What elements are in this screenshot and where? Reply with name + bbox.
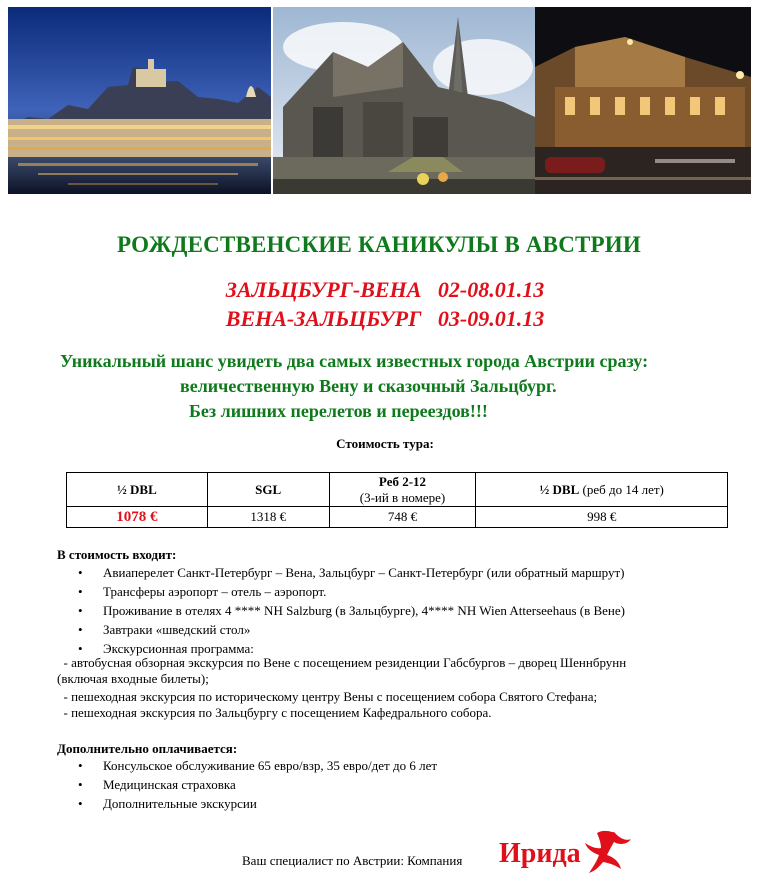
price-header-half-dbl: ½ DBL xyxy=(67,473,208,507)
excursion-line: - автобусная обзорная экскурсия по Вене с посещением резиденции Габсбургов – дворец Шеннбрунн xyxy=(57,655,627,670)
bullet-icon: • xyxy=(78,603,83,618)
dancer-logo-icon xyxy=(583,829,633,880)
included-list xyxy=(57,563,625,658)
footer-text: Ваш специалист по Австрии: Компания xyxy=(242,853,463,868)
price-table-header-row xyxy=(67,473,728,507)
bullet-icon: • xyxy=(78,641,83,656)
route-line-1: ЗАЛЬЦБУРГ-ВЕНА 02-08.01.13 xyxy=(225,277,545,302)
excursion-line: - пешеходная экскурсия по историческому центру Вены с посещением собора Святого Стефана; xyxy=(57,689,598,704)
st-stephens-cathedral-photo xyxy=(273,7,535,194)
price-table-value-row xyxy=(67,507,728,528)
price-header-half-dbl-child: ½ DBL (реб до 14 лет) xyxy=(476,473,728,507)
list-item: • Трансферы аэропорт – отель – аэропорт. xyxy=(78,584,327,599)
bullet-icon: • xyxy=(78,565,83,580)
extra-title: Дополнительно оплачивается: xyxy=(57,741,238,756)
route-line-2: ВЕНА-ЗАЛЬЦБУРГ 03-09.01.13 xyxy=(225,306,545,331)
list-item: • Авиаперелет Санкт-Петербург – Вена, Зальцбург – Санкт-Петербург (или обратный маршрут) xyxy=(78,565,625,580)
list-item: • Экскурсионная программа: xyxy=(78,641,254,656)
slogan-line-3: Без лишних перелетов и переездов!!! xyxy=(189,401,488,421)
slogan-line-2: величественную Вену и сказочный Зальцбург. xyxy=(180,376,557,396)
list-item: • Дополнительные экскурсии xyxy=(78,796,257,811)
salzburg-night-photo xyxy=(8,7,271,194)
brand-name: Ирида xyxy=(499,838,581,869)
list-item: • Консульское обслуживание 65 евро/взр, 35 евро/дет до 6 лет xyxy=(78,758,438,773)
list-item: • Проживание в отелях 4 **** NH Salzburg (в Зальцбурге), 4**** NH Wien Atterseehaus (в Вене) xyxy=(78,603,625,618)
bullet-icon: • xyxy=(78,584,83,599)
excursion-line: (включая входные билеты); xyxy=(57,671,209,686)
list-item: • Медицинская страховка xyxy=(78,777,236,792)
photo-strip xyxy=(8,7,751,194)
bullet-icon: • xyxy=(78,777,83,792)
price-value-half-dbl: 1078 € xyxy=(67,507,208,528)
price-header-child: Реб 2-12 (3-ий в номере) xyxy=(329,473,476,507)
price-value-sgl: 1318 € xyxy=(207,507,329,528)
price-value-child: 748 € xyxy=(329,507,476,528)
price-table xyxy=(66,472,728,528)
excursion-line: - пешеходная экскурсия по Зальцбургу с посещением Кафедрального собора. xyxy=(57,705,492,720)
slogan-line-1: Уникальный шанс увидеть два самых известных города Австрии сразу: xyxy=(60,351,649,371)
extra-list xyxy=(57,756,437,813)
page-title: РОЖДЕСТВЕНСКИЕ КАНИКУЛЫ В АВСТРИИ xyxy=(117,232,641,257)
price-header-sgl: SGL xyxy=(207,473,329,507)
bullet-icon: • xyxy=(78,796,83,811)
included-title: В стоимость входит: xyxy=(57,547,177,562)
price-caption: Стоимость тура: xyxy=(336,436,434,451)
list-item: • Завтраки «шведский стол» xyxy=(78,622,251,637)
bullet-icon: • xyxy=(78,622,83,637)
bullet-icon: • xyxy=(78,758,83,773)
vienna-opera-night-photo xyxy=(535,7,751,194)
price-value-half-dbl-child: 998 € xyxy=(476,507,728,528)
